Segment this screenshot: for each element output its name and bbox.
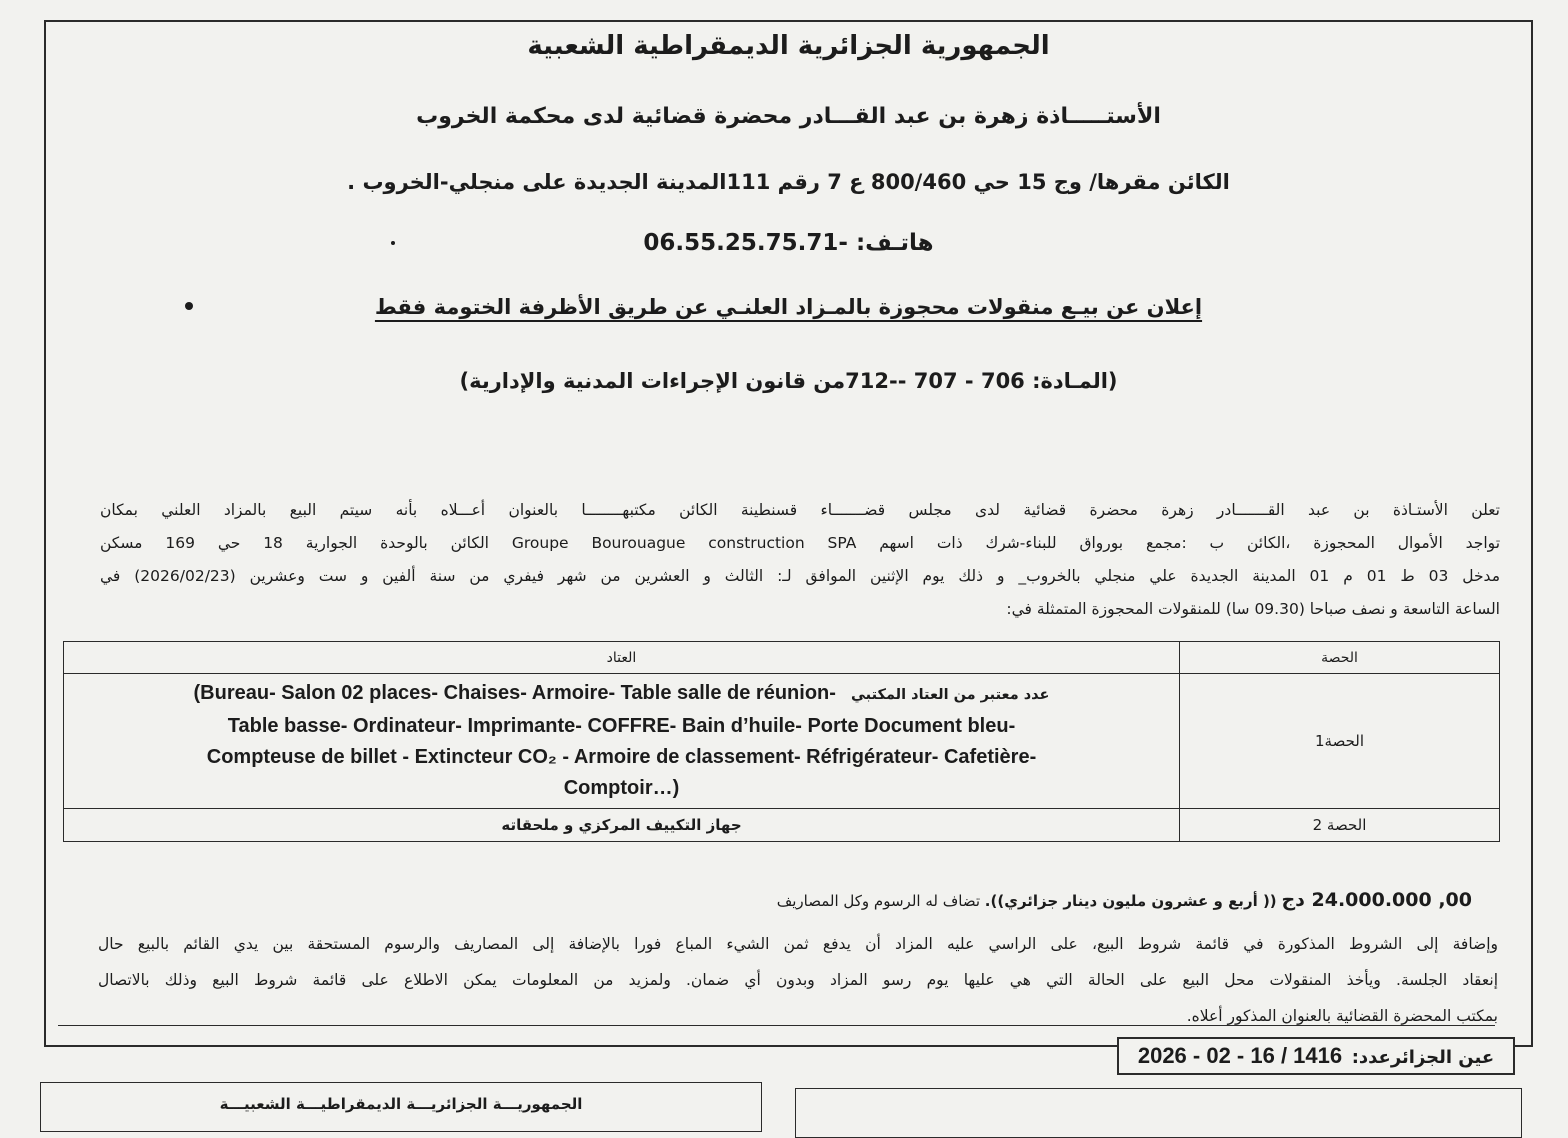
price-amount-words: (( أربع و عشرون مليون دينار جزائري)). bbox=[984, 892, 1277, 910]
phone-line bbox=[44, 222, 1533, 264]
notice-line: الساعة التاسعة و نصف صباحا (09.30 سا) للمنقولات المحجوزة المتمثلة في: bbox=[1006, 600, 1500, 618]
price-amount: 00, 24.000.000 دج bbox=[1281, 889, 1472, 911]
lot-1-item-line: Comptoir…) bbox=[563, 777, 680, 799]
table-row bbox=[64, 674, 1500, 809]
lot-1-item-line: Table basse- Ordinateur- Imprimante- COFFRE- Bain d’huile- Porte Document bleu- bbox=[227, 715, 1016, 737]
next-notice-box-right bbox=[795, 1088, 1522, 1138]
stray-dot bbox=[391, 241, 395, 245]
lot-2-description: جهاز التكييف المركزي و ملحقاته bbox=[64, 809, 1180, 842]
notice-line: تعلن الأستـاذة بن عبد القـــــــادر زهرة محضرة قضائية لدى مجلس قضـــــــاء قسنطينة الكائن مكتبهــــــــا بالعنوان أعـــلاه بأنه سيتم البيع بالمزاد العلني بمكان bbox=[100, 501, 1500, 519]
lot-1-first-line bbox=[74, 678, 1169, 711]
sale-notice-paragraph bbox=[100, 494, 1500, 626]
lot-2-label: الحصة 2 bbox=[1180, 809, 1500, 842]
notice-line: مدخل 03 ط 01 م 01 المدينة الجديدة علي منجلي بالخروب_ و ذلك يوم الإثنين الموافق لـ: الثالث و العشرين من شهر فيفري من سنة ألفين و ست وعشرين (2026/02/23) في bbox=[100, 567, 1500, 585]
lots-table-header bbox=[64, 642, 1500, 674]
price-fees-note: تضاف له الرسوم وكل المصاريف bbox=[776, 892, 981, 910]
lot-1-arabic-intro: عدد معتبر من العتاد المكتبي bbox=[851, 687, 1050, 703]
newspaper-label: عين الجزائرعدد: bbox=[1351, 1047, 1495, 1068]
phone-label: هاتـف: bbox=[855, 230, 934, 256]
separator-line bbox=[58, 1025, 1495, 1026]
bailiff-name bbox=[44, 96, 1533, 138]
conditions-line: بمكتب المحضرة القضائية بالعنوان المذكور أعلاه. bbox=[1186, 1007, 1498, 1025]
lot-1-label: الحصة1 bbox=[1180, 674, 1500, 809]
next-notice-box bbox=[40, 1082, 762, 1132]
lot-1-item-line: Compteuse de billet - Extincteur CO₂ - Armoire de classement- Réfrigérateur- Cafetière- bbox=[206, 746, 1037, 768]
republic-title-text: الجمهورية الجزائرية الديمقراطية الشعبية bbox=[527, 31, 1050, 61]
lots-table bbox=[63, 641, 1500, 842]
table-row bbox=[64, 809, 1500, 842]
conditions-line: وإضافة إلى الشروط المذكورة في قائمة شروط البيع، على الراسي عليه المزاد أن يدفع ثمن الشيء المباع فورا بالإضافة إلى المصاريف والرسوم المستحقة بين يدي القائم بالبيع حال bbox=[98, 935, 1498, 953]
equipment-column-header: العتاد bbox=[64, 642, 1180, 674]
legal-reference-text: (المـادة: 706 - 707 --712من قانون الإجراءات المدنية والإدارية) bbox=[459, 369, 1118, 393]
conditions-line: إنعقاد الجلسة. ويأخذ المنقولات محل البيع على الحالة التي هي عليها يوم رسو المزاد وبدون أي ضمان. ولمزيد من المعلومات يمكن الاطلاع على قائمة شروط البيع وذلك بالاتصال bbox=[98, 971, 1498, 989]
notice-line: تواجد الأموال المحجوزة ،الكائن ب :مجمع بورواق للبناء-شرك ذات اسهم Groupe Bourouague construction SPA الكائن بالوحدة الجوارية 18 حي 169 مسكن bbox=[100, 534, 1500, 552]
announcement-title bbox=[44, 286, 1533, 328]
next-notice-title: الجمهوريـــة الجزائريـــة الديمقراطيـــة الشعبيـــة bbox=[219, 1095, 583, 1113]
office-address-text: الكائن مقرها/ وج 15 حي 800/460 ع 7 رقم 111المدينة الجديدة على منجلي-الخروب . bbox=[347, 170, 1230, 194]
bailiff-name-text: الأستـــــاذة زهرة بن عبد القـــادر محضرة قضائية لدى محكمة الخروب bbox=[416, 104, 1161, 129]
starting-price bbox=[100, 884, 1472, 916]
legal-reference bbox=[44, 360, 1533, 402]
issue-number: 2026 - 02 - 16 / 1416 bbox=[1137, 1043, 1343, 1068]
newspaper-issue-box bbox=[1117, 1037, 1515, 1075]
office-address bbox=[44, 161, 1533, 203]
sale-conditions-paragraph bbox=[98, 926, 1498, 1034]
announcement-title-text: إعلان عن بيـع منقولات محجوزة بالمـزاد العلنـي عن طريق الأظرفة الختومة فقط bbox=[374, 295, 1203, 319]
phone-number: 06.55.25.75.71- bbox=[643, 230, 848, 256]
lot-1-items bbox=[64, 674, 1180, 809]
bullet-dot bbox=[185, 302, 193, 310]
lot-column-header: الحصة bbox=[1180, 642, 1500, 674]
republic-title bbox=[44, 25, 1533, 67]
lot-1-item-line: (Bureau- Salon 02 places- Chaises- Armoire- Table salle de réunion- bbox=[193, 682, 836, 704]
